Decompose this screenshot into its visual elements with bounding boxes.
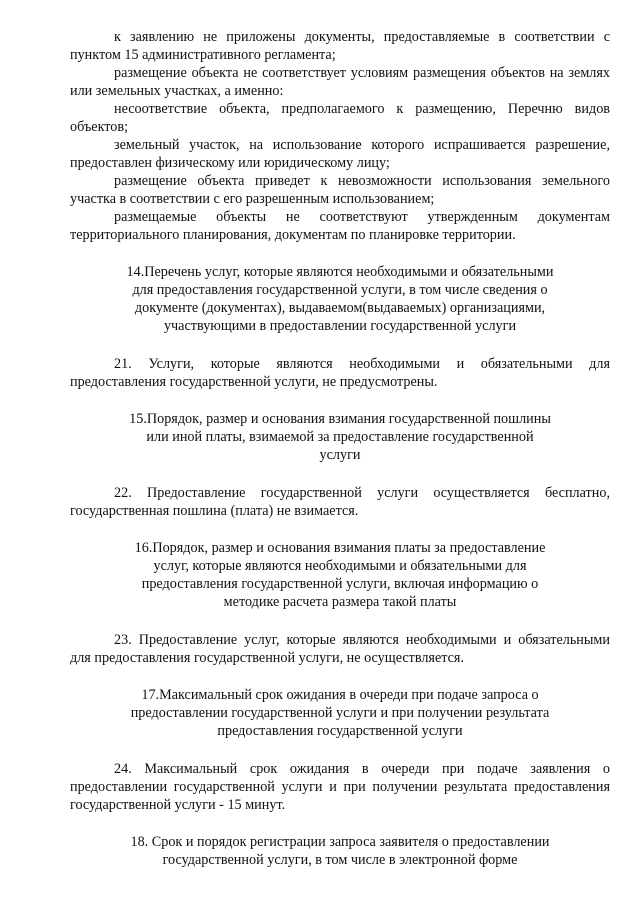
section-16-heading-line: методике расчета размера такой платы [223,594,457,610]
section-14-heading-line: для предоставления государственной услуги, в том числе сведения о [132,282,548,298]
section-18-heading-line: 18. Срок и порядок регистрации запроса заявителя о предоставлении [130,834,550,850]
section-17-heading-line: предоставлении государственной услуги и при получении результата [130,705,550,721]
intro-paragraph-3: несоответствие объекта, предполагаемого к размещению, Перечню видов объектов; [70,101,610,135]
section-14-heading [70,263,610,335]
section-17-heading [70,686,610,740]
section-15-heading-line: 15.Порядок, размер и основания взимания государственной пошлины [129,411,551,427]
section-15-heading-line: услуги [319,447,361,463]
paragraph-24: 24. Максимальный срок ожидания в очереди при подаче заявления о предоставлении государственной услуги и при получении результата предоставления государственной услуги - 15 минут. [70,761,610,813]
section-16-heading-line: услуг, которые являются необходимыми и обязательными для [153,558,527,574]
intro-paragraph-4: земельный участок, на использование которого испрашивается разрешение, предоставлен физическому или юридическому лицу; [70,137,610,171]
section-17-heading-line: предоставления государственной услуги [217,723,463,739]
document-page [70,28,610,869]
section-16-heading-line: предоставления государственной услуги, включая информацию о [141,576,539,592]
section-14-heading-line: документе (документах), выдаваемом(выдаваемых) организациями, [134,300,546,316]
intro-paragraph-1: к заявлению не приложены документы, предоставляемые в соответствии с пунктом 15 административного регламента; [70,29,610,63]
section-15-heading-line: или иной платы, взимаемой за предоставление государственной [146,429,534,445]
paragraph-22: 22. Предоставление государственной услуги осуществляется бесплатно, государственная пошлина (плата) не взимается. [70,485,610,519]
section-14-heading-line: участвующими в предоставлении государственной услуги [163,318,517,334]
section-18-heading-line: государственной услуги, в том числе в электронной форме [162,852,518,868]
section-18-heading [70,833,610,869]
intro-paragraph-2: размещение объекта не соответствует условиям размещения объектов на землях или земельных участках, а именно: [70,65,610,99]
section-14-heading-line: 14.Перечень услуг, которые являются необходимыми и обязательными [126,264,554,280]
intro-paragraph-6: размещаемые объекты не соответствуют утвержденным документам территориального планирования, документам по планировке территории. [70,209,610,243]
section-17-heading-line: 17.Максимальный срок ожидания в очереди при подаче запроса о [141,687,539,703]
section-16-heading-line: 16.Порядок, размер и основания взимания платы за предоставление [134,540,546,556]
paragraph-23: 23. Предоставление услуг, которые являются необходимыми и обязательными для предоставления государственной услуги, не осуществляется. [70,632,610,666]
section-16-heading [70,539,610,611]
section-15-heading [70,410,610,464]
paragraph-21: 21. Услуги, которые являются необходимыми и обязательными для предоставления государственной услуги, не предусмотрены. [70,356,610,390]
intro-paragraph-5: размещение объекта приведет к невозможности использования земельного участка в соответствии с его разрешенным использованием; [70,173,610,207]
